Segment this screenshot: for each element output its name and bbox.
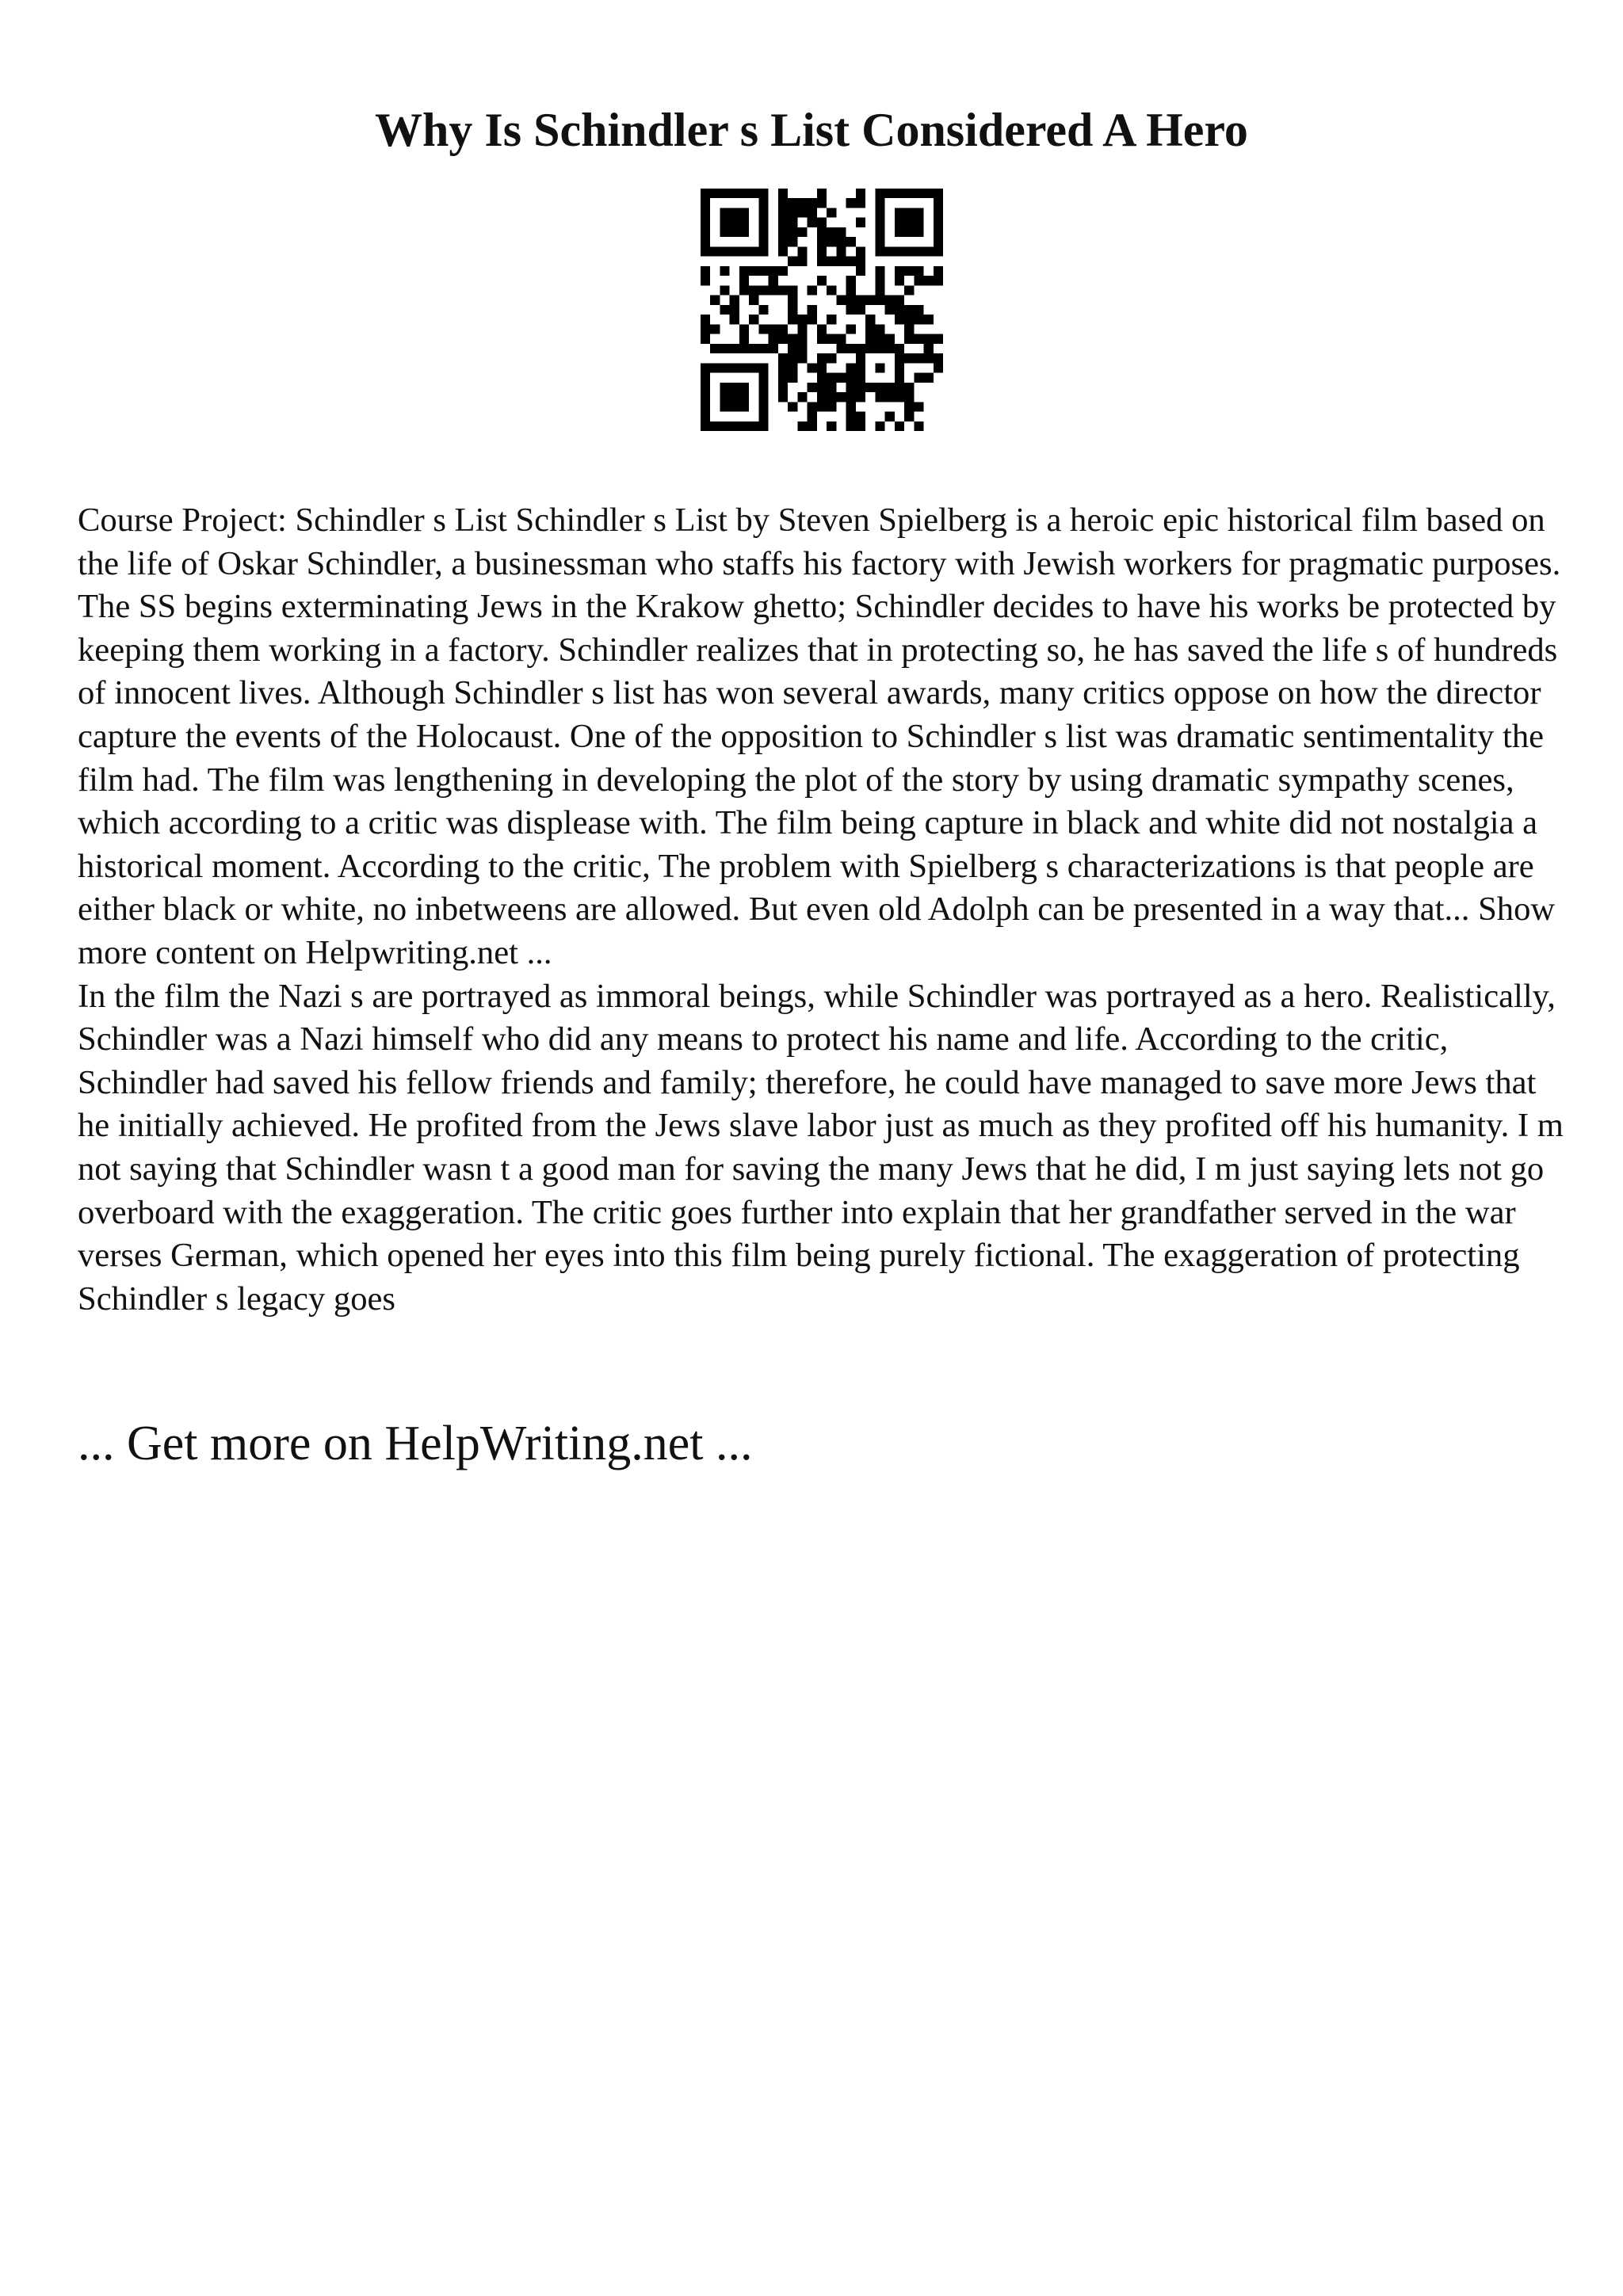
qr-code-icon[interactable] — [701, 189, 943, 431]
paragraph-1: Course Project: Schindler s List Schindler s List by Steven Spielberg is a heroic epic historical film based on the life of Oskar Schindler, a businessman who staffs his factory with Jewish workers for pragmatic purposes. The SS begins exterminating Jews in the Krakow ghetto; Schindler decides to have his works be protected by keeping them working in a factory. Schindler realizes that in protecting so, he has saved the life s of hundreds of innocent lives. Although Schindler s list has won several awards, many critics oppose on how the director capture the events of the Holocaust. One of the opposition to Schindler s list was dramatic sentimentality the film had. The film was lengthening in developing the plot of the story by using dramatic sympathy scenes, which according to a critic was displease with. The film being capture in black and white did not nostalgia a historical moment. According to the critic, The problem with Spielberg s characterizations is that people are either black or white, no inbetweens are allowed. But even old Adolph can be presented in a way that... Show more content on Helpwriting.net ... — [78, 502, 1561, 971]
article-body — [78, 499, 1568, 1321]
paragraph-2: In the film the Nazi s are portrayed as immoral beings, while Schindler was portrayed as a hero. Realistically, Schindler was a Nazi himself who did any means to protect his name and life. According to the critic, Schindler had saved his fellow friends and family; therefore, he could have managed to save more Jews that he initially achieved. He profited from the Jews slave labor just as much as they profited off his humanity. I m not saying that Schindler wasn t a good man for saving the many Jews that he did, I m just saying lets not go overboard with the exaggeration. The critic goes further into explain that her grandfather served in the war verses German, which opened her eyes into this film being purely fictional. The exaggeration of protecting Schindler s legacy goes — [78, 977, 1564, 1318]
document-title: Why Is Schindler s List Considered A Hero — [375, 104, 1248, 156]
get-more-link[interactable]: ... Get more on HelpWriting.net ... — [78, 1417, 753, 1470]
